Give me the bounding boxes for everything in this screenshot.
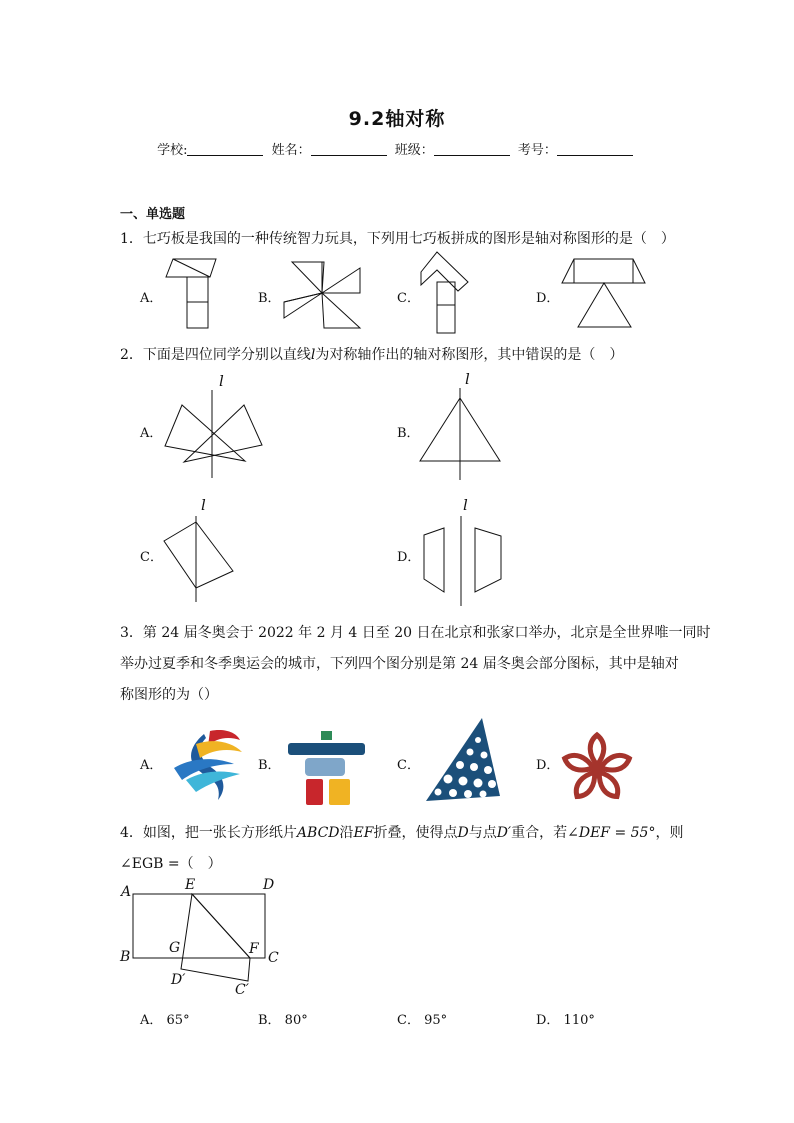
q1-option-d[interactable]: D． xyxy=(536,291,560,306)
q2-axis-var: l xyxy=(310,347,316,363)
number-label: 考号： xyxy=(517,143,557,158)
q4-rect-name: ABCD xyxy=(296,825,340,841)
class-label: 班级： xyxy=(394,143,434,158)
name-label: 姓名： xyxy=(271,143,311,158)
q4-point-d-prime: D′ xyxy=(496,825,512,841)
q4-option-c[interactable]: C． 95° xyxy=(397,1013,448,1028)
q4-text-d: 与点 xyxy=(468,825,497,841)
question-3-line-1: 3．第 24 届冬奥会于 2022 年 2 月 4 日至 20 日在北京和张家口举办，北京是全世界唯一同时 xyxy=(120,625,711,641)
q2-a-axis-label: l xyxy=(219,372,224,390)
label-c-prime: C′ xyxy=(235,982,249,998)
q2-option-a[interactable]: A． xyxy=(140,426,163,441)
q4-text-c: 折叠，使得点 xyxy=(373,825,458,841)
q4-condition: ∠DEF = 55° xyxy=(567,825,656,841)
q3-option-d[interactable]: D． xyxy=(536,758,560,773)
q4-fold-line: EF xyxy=(353,825,374,841)
q2-option-d[interactable]: D． xyxy=(397,550,421,565)
q2-d-axis-label: l xyxy=(463,496,468,514)
q4-option-a[interactable]: A． 65° xyxy=(140,1013,190,1028)
question-4-line-2: ∠EGB =（ ） xyxy=(120,856,222,872)
q4-text-b: 沿 xyxy=(339,825,354,841)
q2-option-b[interactable]: B． xyxy=(397,426,420,441)
q2-option-c[interactable]: C． xyxy=(140,550,163,565)
q4-option-b[interactable]: B． 80° xyxy=(258,1013,308,1028)
q1-option-b[interactable]: B． xyxy=(258,291,281,306)
q2-c-axis-label: l xyxy=(201,496,206,514)
label-g: G xyxy=(169,940,181,956)
q2-text-after: 为对称轴作出的轴对称图形，其中错误的是（ ） xyxy=(315,347,624,363)
label-e: E xyxy=(185,877,196,893)
q3-option-b[interactable]: B． xyxy=(258,758,281,773)
label-c: C xyxy=(268,950,279,966)
q4-option-d[interactable]: D． 110° xyxy=(536,1013,595,1028)
q1-option-a[interactable]: A． xyxy=(140,291,163,306)
q2-b-axis-label: l xyxy=(465,370,470,388)
school-label: 学校: xyxy=(157,143,188,158)
q4-point-d: D xyxy=(457,825,469,841)
question-3-line-3: 称图形的为（） xyxy=(120,687,218,703)
q4-text-a: 4．如图，把一张长方形纸片 xyxy=(120,825,297,841)
label-b: B xyxy=(120,949,131,965)
question-1-text: 1．七巧板是我国的一种传统智力玩具，下列用七巧板拼成的图形是轴对称图形的是（ ） xyxy=(120,231,675,247)
label-d: D xyxy=(263,877,275,893)
label-a: A xyxy=(121,884,132,900)
q2-text-before: 2．下面是四位同学分别以直线 xyxy=(120,347,311,363)
q3-option-a[interactable]: A． xyxy=(140,758,163,773)
q4-text-e: 重合，若 xyxy=(511,825,568,841)
page-title: 9.2轴对称 xyxy=(348,108,446,130)
label-f: F xyxy=(249,941,259,957)
question-3-line-2: 举办过夏季和冬季奥运会的城市，下列四个图分别是第 24 届冬奥会部分图标，其中是轴对 xyxy=(120,656,679,672)
q1-option-c[interactable]: C． xyxy=(397,291,420,306)
label-d-prime: D′ xyxy=(171,972,186,988)
q4-text-f: ，则 xyxy=(655,825,684,841)
q3-option-c[interactable]: C． xyxy=(397,758,420,773)
section-heading: 一、单选题 xyxy=(120,207,186,222)
